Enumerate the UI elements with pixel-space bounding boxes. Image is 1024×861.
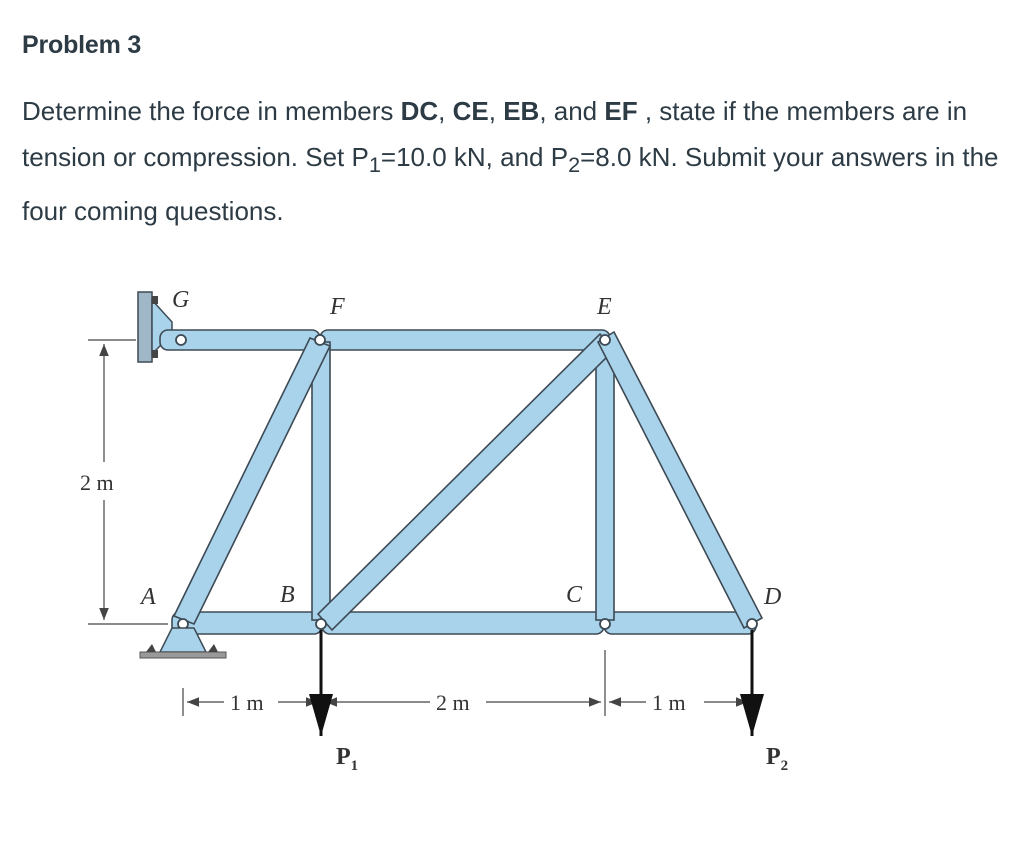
problem-title: Problem 3 bbox=[22, 31, 142, 59]
separator: , bbox=[488, 96, 504, 126]
member-ed bbox=[598, 332, 762, 628]
member-ef: EF bbox=[604, 96, 638, 126]
p2-subscript: 2 bbox=[568, 152, 581, 178]
joint-label-f: F bbox=[330, 294, 345, 320]
separator: , bbox=[438, 96, 453, 126]
pin-f bbox=[315, 335, 325, 345]
wall-support-g bbox=[138, 292, 172, 362]
pin-e bbox=[600, 335, 610, 345]
joint-label-b: B bbox=[280, 582, 295, 608]
span3-label: 1 m bbox=[652, 690, 686, 715]
member-eb: EB bbox=[503, 96, 540, 126]
pin-c bbox=[600, 619, 610, 629]
member-fb bbox=[312, 342, 330, 620]
member-fe bbox=[320, 330, 610, 350]
joint-label-d: D bbox=[764, 584, 782, 610]
member-dc: DC bbox=[400, 96, 439, 126]
joint-label-a: A bbox=[141, 584, 156, 610]
span2-label: 2 m bbox=[436, 690, 470, 715]
member-bc bbox=[322, 612, 604, 634]
and-separator: , and bbox=[539, 96, 605, 126]
pin-d bbox=[747, 619, 757, 629]
tension-compression-text: , state if the members are in tension or compression. Set P bbox=[22, 96, 968, 172]
intro-text: Determine the force in members bbox=[22, 96, 401, 126]
joint-label-c: C bbox=[566, 582, 583, 608]
span1-label: 1 m bbox=[230, 690, 264, 715]
member-ce: CE bbox=[452, 96, 489, 126]
load-p2-label: $P_2$ bbox=[766, 744, 789, 774]
joint-label-g: G bbox=[172, 287, 190, 313]
joint-label-e: E bbox=[597, 294, 612, 320]
pin-g bbox=[176, 335, 186, 345]
load-arrows bbox=[321, 630, 752, 736]
p1-value-text: =10.0 kN, and P bbox=[380, 142, 569, 172]
member-cd bbox=[604, 612, 756, 634]
member-af bbox=[174, 338, 330, 624]
p1-subscript: 1 bbox=[368, 152, 381, 178]
load-p1-label: $P_1$ bbox=[336, 744, 359, 774]
pin-b bbox=[316, 619, 326, 629]
member-ec bbox=[596, 342, 614, 620]
truss-members bbox=[160, 330, 762, 634]
p2-value-text: =8.0 kN. Submit your answers in the four coming questions. bbox=[22, 142, 999, 227]
height-dimension-label: 2 m bbox=[80, 470, 114, 495]
